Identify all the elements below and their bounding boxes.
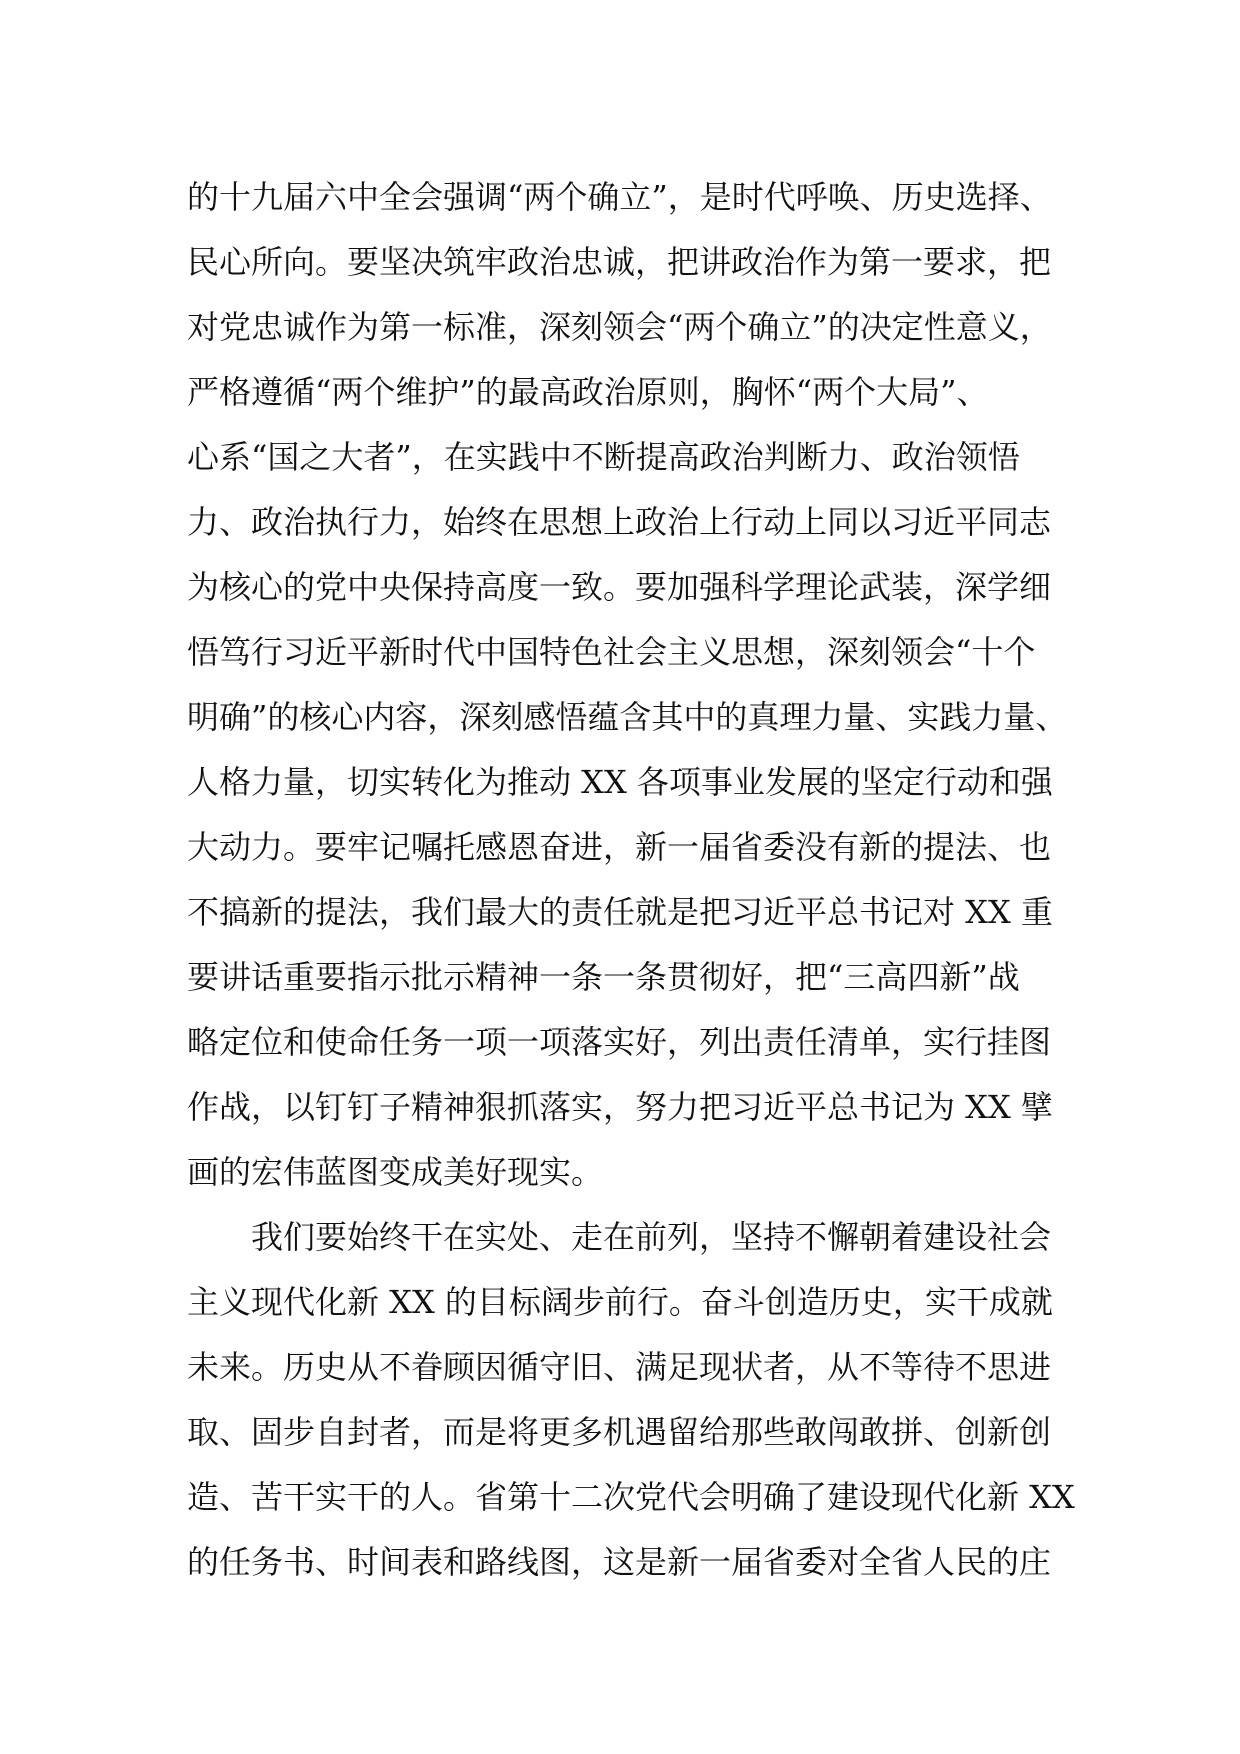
text-line: 画的宏伟蓝图变成美好现实。 bbox=[187, 1153, 604, 1191]
body-text bbox=[187, 165, 1077, 1595]
text-line: 未来。历史从不眷顾因循守旧、满足现状者，从不等待不思进 bbox=[187, 1348, 1052, 1386]
text-line: 取、固步自封者，而是将更多机遇留给那些敢闯敢拼、创新创 bbox=[187, 1413, 1052, 1451]
text-line: 为核心的党中央保持高度一致。要加强科学理论武装，深学细 bbox=[187, 568, 1052, 606]
text-line: 的十九届六中全会强调“两个确立”，是时代呼唤、历史选择、 bbox=[187, 178, 1052, 216]
text-line: 略定位和使命任务一项一项落实好，列出责任清单，实行挂图 bbox=[187, 1023, 1052, 1061]
text-line: 民心所向。要坚决筑牢政治忠诚，把讲政治作为第一要求，把 bbox=[187, 243, 1052, 281]
text-line: 人格力量，切实转化为推动 XX 各项事业发展的坚定行动和强 bbox=[187, 763, 1053, 801]
text-line: 力、政治执行力，始终在思想上政治上行动上同以习近平同志 bbox=[187, 503, 1052, 541]
text-line: 严格遵循“两个维护”的最高政治原则，胸怀“两个大局”、 bbox=[187, 373, 989, 411]
text-line: 的任务书、时间表和路线图，这是新一届省委对全省人民的庄 bbox=[187, 1543, 1052, 1581]
text-line: 造、苦干实干的人。省第十二次党代会明确了建设现代化新 XX bbox=[187, 1478, 1075, 1516]
text-line: 对党忠诚作为第一标准，深刻领会“两个确立”的决定性意义， bbox=[187, 308, 1052, 346]
text-line: 心系“国之大者”，在实践中不断提高政治判断力、政治领悟 bbox=[187, 438, 1020, 476]
text-line: 明确”的核心内容，深刻感悟蕴含其中的真理力量、实践力量、 bbox=[187, 698, 1068, 736]
text-line: 悟笃行习近平新时代中国特色社会主义思想，深刻领会“十个 bbox=[187, 633, 1036, 671]
text-line: 大动力。要牢记嘱托感恩奋进，新一届省委没有新的提法、也 bbox=[187, 828, 1052, 866]
text-line: 不搞新的提法，我们最大的责任就是把习近平总书记对 XX 重 bbox=[187, 893, 1053, 931]
text-line: 作战，以钉钉子精神狠抓落实，努力把习近平总书记为 XX 擘 bbox=[187, 1088, 1053, 1126]
text-line: 主义现代化新 XX 的目标阔步前行。奋斗创造历史，实干成就 bbox=[187, 1283, 1053, 1321]
paragraph-start-line: 我们要始终干在实处、走在前列，坚持不懈朝着建设社会 bbox=[251, 1218, 1052, 1256]
text-line: 要讲话重要指示批示精神一条一条贯彻好，把“三高四新”战 bbox=[187, 958, 1020, 996]
